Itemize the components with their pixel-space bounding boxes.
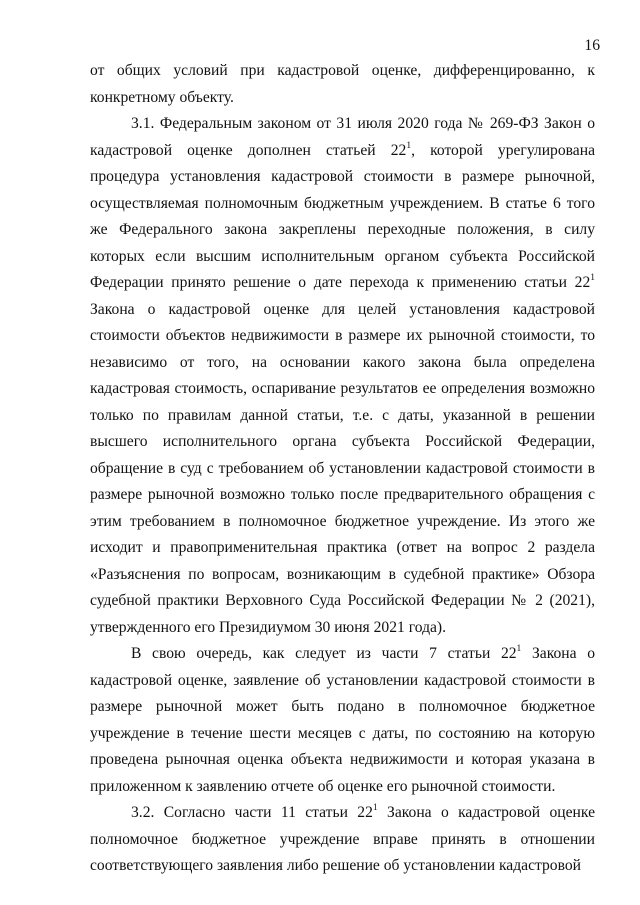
superscript: 1: [516, 644, 522, 654]
page-number: 16: [584, 37, 600, 54]
paragraph-continuation: [90, 58, 595, 111]
superscript: 1: [372, 803, 378, 813]
superscript: 1: [406, 140, 412, 151]
paragraph-text: В свою очередь, как следует из части 7 статьи 22: [131, 645, 517, 662]
paragraph-text: от общих условий при кадастровой оценке, дифференцированно, к конкретному объекту.: [90, 62, 595, 106]
paragraph-text: Закона о кадастровой оценке для целей установления кадастровой стоимости объектов недвижимости в размере их рыночной стоимости, то независимо от того, на основании какого закона была определена кадастровая стоимость, оспаривание результатов ее определения возможно только по правилам данной статьи, т.е. с даты, указанной в решении высшего исполнительного органа субъекта Российской Федерации, обращение в суд с требованием об установлении кадастровой стоимости в размере рыночной возможно только после предварительного обращения с этим требованием в полномочное бюджетное учреждение. Из этого же исходит и правоприменительная практика (ответ на вопрос 2 раздела «Разъяснения по вопросам, возникающим в судебной практике» Обзора судебной практики Верховного Суда Российской Федерации № 2 (2021), утвержденного его Президиумом 30 июня 2021 года).: [90, 300, 595, 636]
paragraph-text: , которой урегулирована процедура установления кадастровой стоимости в размере рыночной, осуществляемая полномочным бюджетным учреждением. В статье 6 того же Федерального закона закреплены переходные положения, в силу которых если высшим исполнительным органом субъекта Российской Федерации принято решение о дате перехода к применению статьи 22: [90, 141, 595, 291]
paragraph-3-2: [90, 800, 595, 880]
paragraph-text: 3.2. Согласно части 11 статьи 22: [131, 804, 373, 821]
paragraph-text: Закона о кадастровой оценке, заявление об установлении кадастровой стоимости в размере рыночной может быть подано в полномочное бюджетное учреждение в течение шести месяцев с даты, по состоянию на которую проведена рыночная оценка объекта недвижимости и которая указана в приложенном к заявлению отчете об оценке его рыночной стоимости.: [90, 645, 595, 795]
paragraph-text: 3.1. Федеральным законом от 31 июля 2020 года № 269-ФЗ Закон о кадастровой оценке дополнен статьей 22: [90, 115, 595, 159]
paragraph-3-1: [90, 111, 595, 641]
superscript: 1: [590, 273, 595, 283]
paragraph-text: Закона о кадастровой оценке полномочное бюджетное учреждение вправе принять в отношении соответствующего заявления либо решение об установлении кадастровой: [90, 804, 595, 874]
document-body: [90, 58, 595, 880]
paragraph-part-7: [90, 641, 595, 800]
